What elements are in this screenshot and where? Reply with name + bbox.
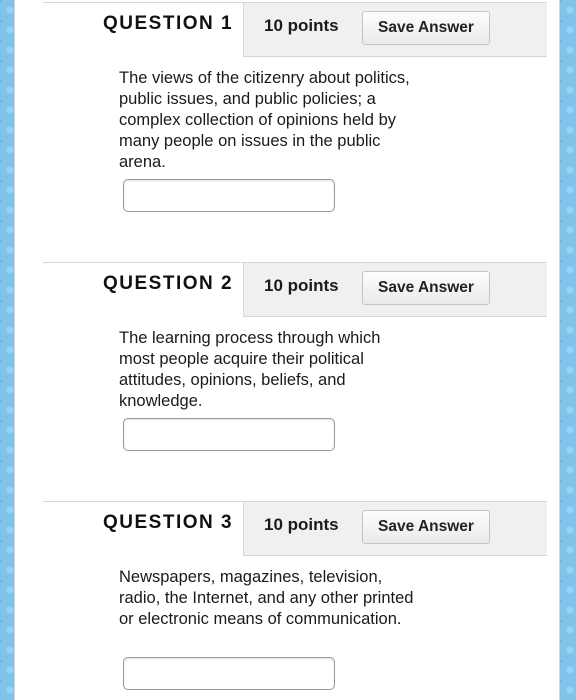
question-meta-panel (243, 3, 547, 57)
question-text: The views of the citizenry about politics, public issues, and public policies; a complex collection of opinions held by many people on issues in the public arena. (119, 69, 410, 171)
question-points: 10 points (264, 16, 339, 35)
question-header (43, 501, 547, 555)
question-meta-panel (243, 502, 547, 556)
question-meta-panel (243, 263, 547, 317)
question-header (43, 262, 547, 316)
question-points: 10 points (264, 276, 339, 295)
question-header (43, 2, 547, 56)
save-answer-button[interactable]: Save Answer (362, 510, 490, 544)
answer-input[interactable] (123, 418, 335, 451)
question-title: QUESTION 1 (103, 13, 234, 34)
answer-input[interactable] (123, 657, 335, 690)
question-points: 10 points (264, 515, 339, 534)
question-title: QUESTION 3 (103, 512, 234, 533)
save-answer-button[interactable]: Save Answer (362, 271, 490, 305)
question-text: The learning process through which most people acquire their political attitudes, opinions, beliefs, and knowledge. (119, 329, 381, 410)
save-answer-button[interactable]: Save Answer (362, 11, 490, 45)
question-text: Newspapers, magazines, television, radio, the Internet, and any other printed or electronic means of communication. (119, 568, 414, 628)
test-page (14, 0, 560, 700)
answer-input[interactable] (123, 179, 335, 212)
question-title: QUESTION 2 (103, 273, 234, 294)
